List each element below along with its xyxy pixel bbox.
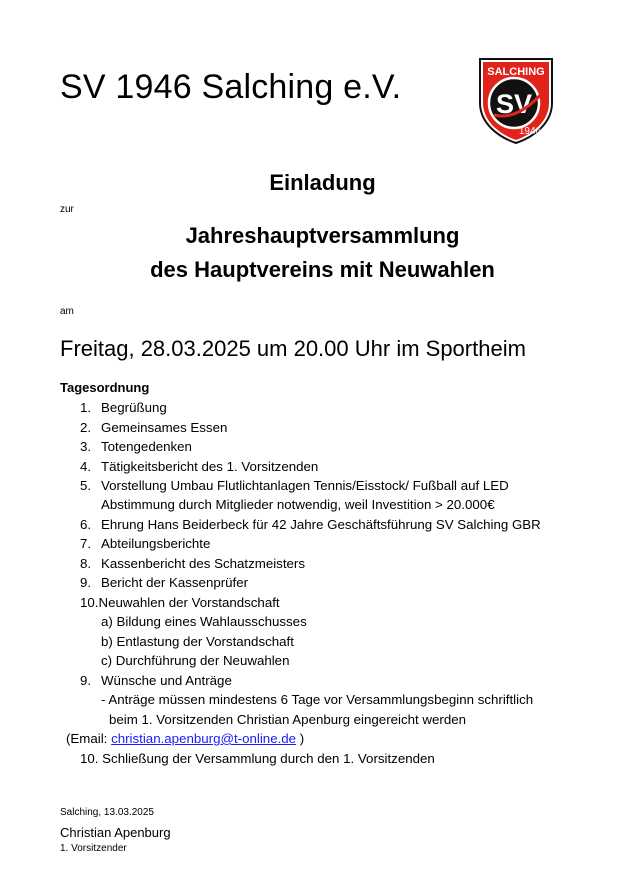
- agenda-item-text: Tätigkeitsbericht des 1. Vorsitzenden: [101, 459, 319, 474]
- logo-year: 1946: [518, 126, 542, 137]
- logo-letters: SV: [495, 89, 533, 119]
- email-prefix: (Email:: [66, 731, 112, 746]
- agenda-item-number: 9.: [80, 673, 92, 688]
- place-date: Salching, 13.03.2025: [60, 807, 154, 818]
- agenda-item-number: 3.: [80, 439, 92, 454]
- agenda-item-text: Vorstellung Umbau Flutlichtanlagen Tennis/Eisstock/ Fußball auf LED: [101, 478, 509, 493]
- agenda-title: Tagesordnung: [60, 380, 150, 395]
- agenda-item-text: Ehrung Hans Beiderbeck für 42 Jahre Geschäftsführung SV Salching GBR: [101, 517, 541, 532]
- agenda-note: beim 1. Vorsitzenden Christian Apenburg eingereicht werden: [109, 712, 467, 727]
- signer-name: Christian Apenburg: [60, 825, 171, 840]
- agenda-item-number: 10.: [80, 595, 99, 610]
- club-title: SV 1946 Salching e.V.: [60, 68, 402, 106]
- agenda-item-number: 6.: [80, 517, 92, 532]
- agenda-item-text: Wünsche und Anträge: [101, 673, 232, 688]
- email-line: [66, 731, 304, 746]
- logo-top-text: SALCHING: [487, 66, 545, 78]
- agenda-item-text: Gemeinsames Essen: [101, 420, 228, 435]
- email-link[interactable]: christian.apenburg@t-online.de: [111, 731, 297, 746]
- word-zur: zur: [60, 204, 74, 215]
- agenda-item-text: Begrüßung: [101, 400, 167, 415]
- agenda-subitem: c) Durchführung der Neuwahlen: [101, 653, 290, 668]
- email-suffix: ): [296, 731, 305, 746]
- club-logo: [474, 55, 558, 145]
- agenda-item-number: 8.: [80, 556, 92, 571]
- agenda-item-number: 9.: [80, 575, 92, 590]
- word-am: am: [60, 306, 74, 317]
- agenda-item-text: Abstimmung durch Mitglieder notwendig, weil Investition > 20.000€: [101, 497, 495, 512]
- agenda-item-number: 2.: [80, 420, 92, 435]
- subtitle-line-2: des Hauptvereins mit Neuwahlen: [150, 257, 495, 282]
- agenda-item-number: 7.: [80, 536, 92, 551]
- agenda-note: - Anträge müssen mindestens 6 Tage vor Versammlungsbeginn schriftlich: [101, 692, 534, 707]
- event-date-line: Freitag, 28.03.2025 um 20.00 Uhr im Sportheim: [60, 336, 526, 361]
- agenda-item: [80, 595, 280, 610]
- agenda-item-text: Totengedenken: [101, 439, 192, 454]
- agenda-item-number: 4.: [80, 459, 92, 474]
- invitation-heading: Einladung: [269, 170, 376, 195]
- agenda-item-text: Kassenbericht des Schatzmeisters: [101, 556, 305, 571]
- agenda-item-text: Bericht der Kassenprüfer: [101, 575, 249, 590]
- signer-role: 1. Vorsitzender: [60, 843, 127, 854]
- agenda-item-text: Neuwahlen der Vorstandschaft: [98, 595, 280, 610]
- agenda-subitem: a) Bildung eines Wahlausschusses: [101, 614, 307, 629]
- agenda-closing-item: 10. Schließung der Versammlung durch den 1. Vorsitzenden: [80, 751, 435, 766]
- subtitle-line-1: Jahreshauptversammlung: [185, 223, 460, 248]
- agenda-subitem: b) Entlastung der Vorstandschaft: [101, 634, 294, 649]
- agenda-item-text: Abteilungsberichte: [101, 536, 211, 551]
- agenda-item-number: 5.: [80, 478, 92, 493]
- agenda-item-number: 1.: [80, 400, 92, 415]
